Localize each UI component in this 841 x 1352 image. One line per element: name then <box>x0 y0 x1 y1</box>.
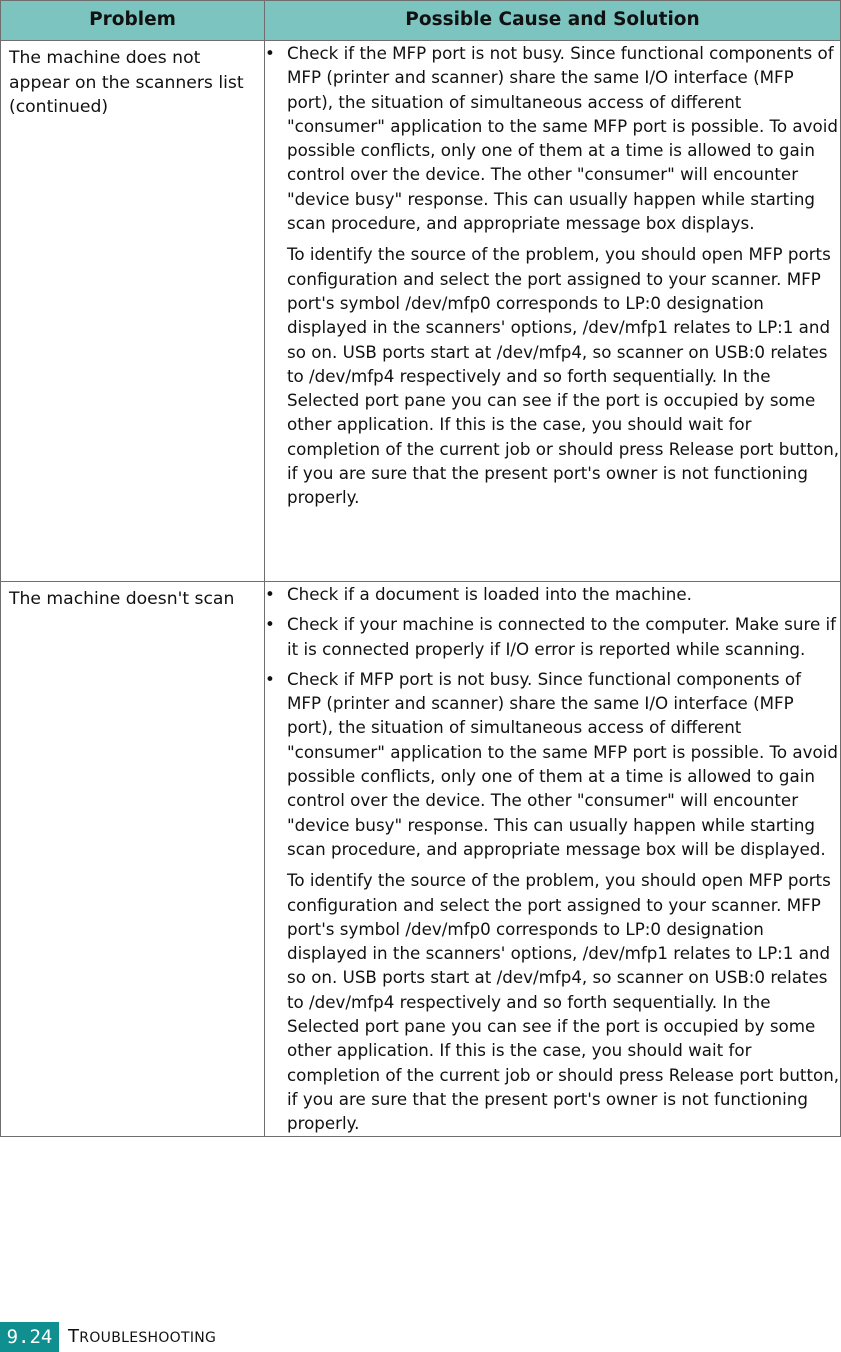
problem-cell <box>1 582 265 1137</box>
bullet-icon: • <box>265 584 275 604</box>
list-item <box>265 582 840 606</box>
bullet-text: Check if the MFP port is not busy. Since functional components of MFP (printer and scanner) share the same I/O interface (MFP port), the situation of simultaneous access of different "consumer" application to the same MFP port is possible. To avoid possible conflicts, only one of them at a time is allowed to gain control over the device. The other "consumer" will encounter "device busy" response. This can usually happen while starting scan procedure, and appropriate message box displays. <box>287 43 838 234</box>
bullet-icon: • <box>265 614 275 635</box>
table-row <box>1 41 841 582</box>
section-title-rest: ROUBLESHOOTING <box>79 1330 217 1346</box>
section-title-initial: T <box>68 1326 80 1347</box>
table-header-row <box>1 1 841 41</box>
solution-paragraph: To identify the source of the problem, you should open MFP ports configuration and select the port assigned to your scanner. MFP port's symbol /dev/mfp0 corresponds to LP:0 designation displayed in the scanners' options, /dev/mfp1 relates to LP:1 and so on. USB ports start at /dev/mfp4, so scanner on USB:0 relates to /dev/mfp4 respectively and so forth sequentially. In the Selected port pane you can see if the port is occupied by some other application. If this is the case, you should wait for completion of the current job or should press Release port button, if you are sure that the present port's owner is not functioning properly. <box>287 244 840 508</box>
problem-text: The machine does not appear on the scanners list (continued) <box>9 48 244 118</box>
solution-paragraph: To identify the source of the problem, you should open MFP ports configuration and select the port assigned to your scanner. MFP port's symbol /dev/mfp0 corresponds to LP:0 designation displayed in the scanners' options, /dev/mfp1 relates to LP:1 and so on. USB ports start at /dev/mfp4, so scanner on USB:0 relates to /dev/mfp4 respectively and so forth sequentially. In the Selected port pane you can see if the port is occupied by some other application. If this is the case, you should wait for completion of the current job or should press Release port button, if you are sure that the present port's owner is not functioning properly. <box>287 870 840 1134</box>
list-item <box>265 667 840 861</box>
problem-cell <box>1 41 265 582</box>
header-problem: Problem <box>1 1 265 41</box>
list-item <box>265 41 840 235</box>
bullet-icon: • <box>265 668 275 689</box>
table-row <box>1 582 841 1137</box>
bullet-text: Check if a document is loaded into the machine. <box>287 584 692 604</box>
bullet-text: Check if your machine is connected to the computer. Make sure if it is connected properly if I/O error is reported while scanning. <box>287 614 837 659</box>
solution-cell <box>265 41 841 582</box>
page-number-badge: 9.24 <box>0 1322 59 1352</box>
problem-text: The machine doesn't scan <box>9 589 235 609</box>
page-footer <box>0 1322 841 1352</box>
header-solution: Possible Cause and Solution <box>265 1 841 41</box>
bullet-icon: • <box>265 43 275 63</box>
section-title <box>68 1326 216 1347</box>
list-item <box>265 612 840 661</box>
solution-cell <box>265 582 841 1137</box>
bullet-text: Check if MFP port is not busy. Since functional components of MFP (printer and scanner) share the same I/O interface (MFP port), the situation of simultaneous access of different "consumer" application to the same MFP port is possible. To avoid possible conflicts, only one of them at a time is allowed to gain control over the device. The other "consumer" will encounter "device busy" response. This can usually happen while starting scan procedure, and appropriate message box will be displayed. <box>287 668 838 859</box>
